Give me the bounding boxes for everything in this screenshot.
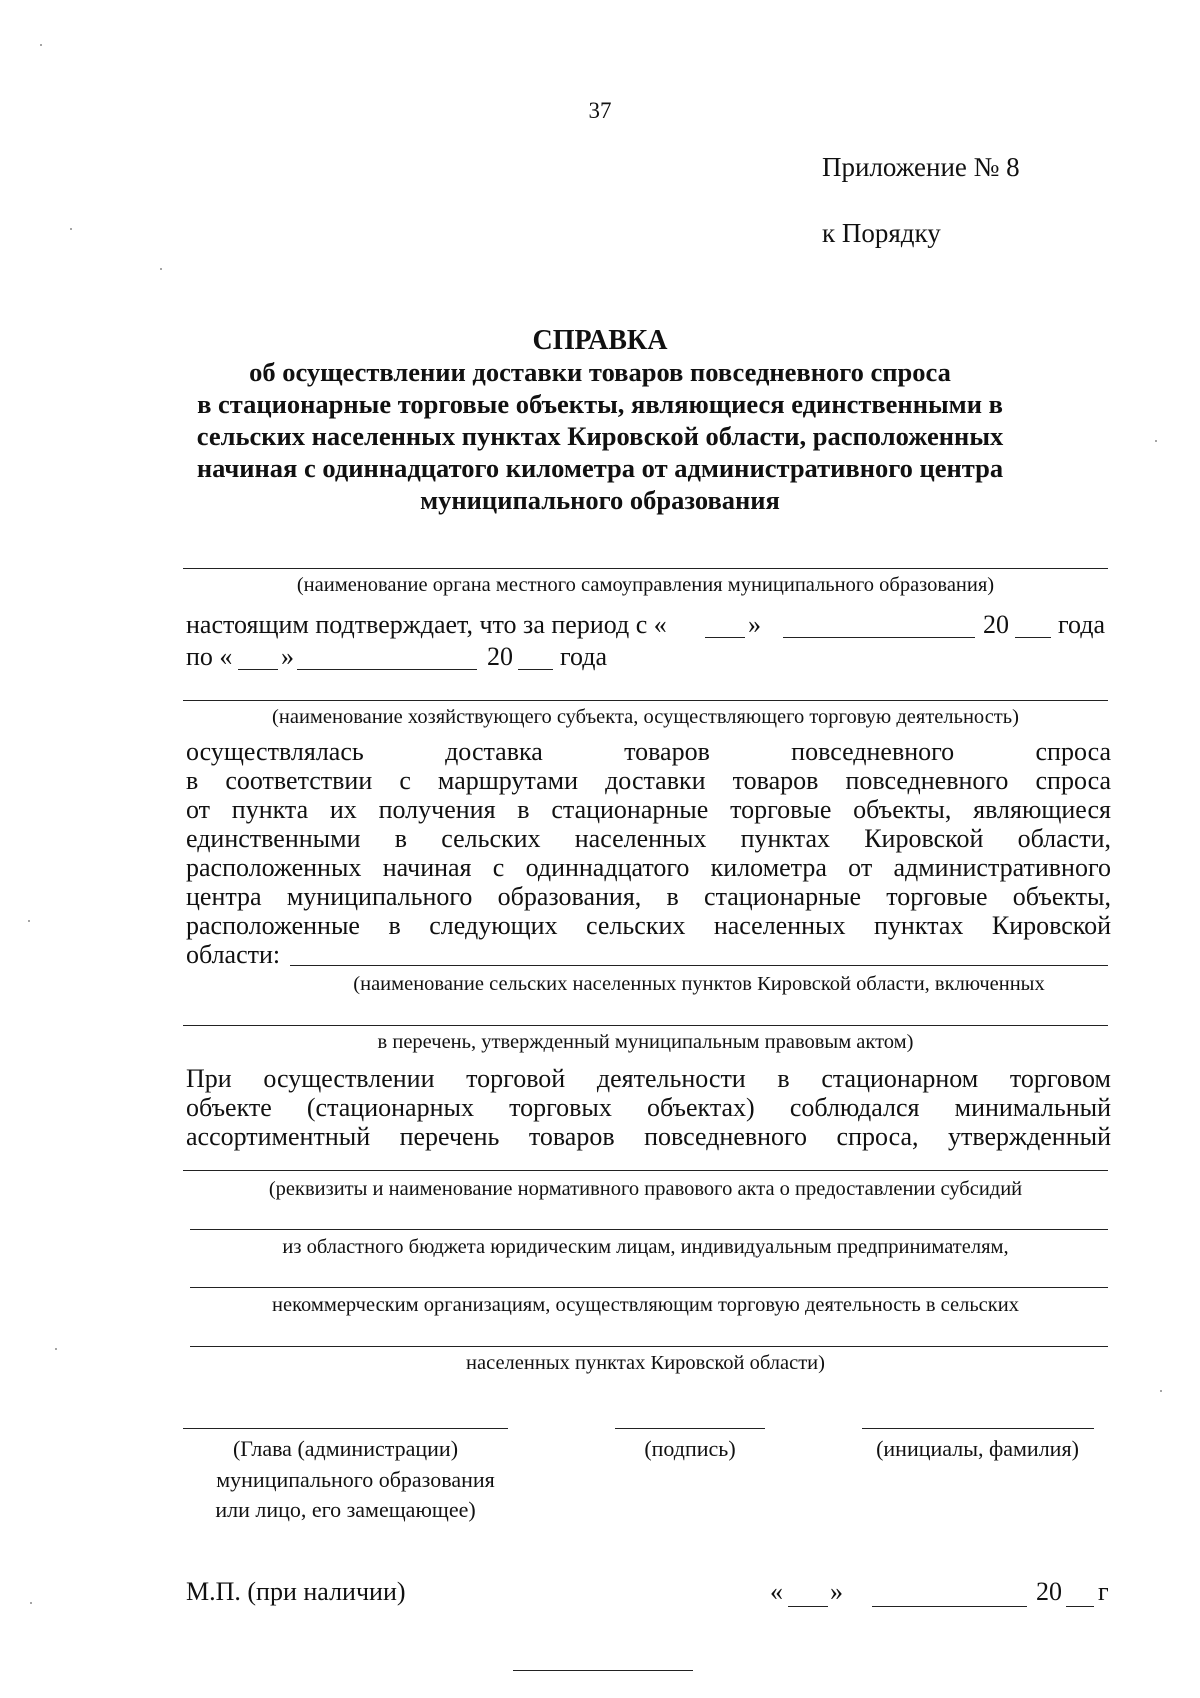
scan-speck <box>160 268 162 270</box>
act-caption-4: населенных пунктах Кировской области) <box>466 1352 825 1374</box>
paragraph-1-line-6: центра муниципального образования, в стационарные торговые объекты, <box>186 882 1111 911</box>
title-line-3: сельских населенных пунктах Кировской области, расположенных <box>196 421 1004 451</box>
date-year-line <box>1066 1606 1094 1607</box>
scan-speck <box>40 44 42 46</box>
period-end-twenty: 20 <box>487 642 513 671</box>
act-caption-1: (реквизиты и наименование нормативного правового акта о предоставлении субсидий <box>268 1178 1023 1200</box>
paragraph-2-line-2: объекте (стационарных торговых объектах) соблюдался минимальный <box>186 1093 1111 1122</box>
scan-speck <box>1155 440 1157 442</box>
period-end-year-word: года <box>560 642 608 671</box>
date-open-quote: « <box>770 1577 783 1606</box>
period-start-month-line <box>783 637 975 638</box>
settlements-caption-1: (наименование сельских населенных пунктов Кировской области, включенных <box>353 973 1045 995</box>
period-end-month-line <box>297 669 477 670</box>
date-close-quote: » <box>830 1577 843 1606</box>
period-end-year-line <box>518 669 553 670</box>
act-line-2 <box>190 1229 1108 1230</box>
head-caption-line-1: (Глава (администрации) <box>232 1436 459 1461</box>
period-end-day-line <box>238 669 278 670</box>
scan-speck <box>55 1348 57 1350</box>
bottom-separator-line <box>513 1670 693 1671</box>
signature-caption: (подпись) <box>644 1436 736 1461</box>
period-by-text: по « <box>186 642 233 671</box>
paragraph-2-line-1: При осуществлении торговой деятельности в стационарном торговом <box>186 1064 1111 1093</box>
settlements-line-1 <box>290 965 1108 966</box>
name-line <box>862 1428 1094 1429</box>
act-line-3 <box>190 1287 1108 1288</box>
settlements-line-2 <box>183 1025 1108 1026</box>
date-day-line <box>788 1606 828 1607</box>
period-start-twenty: 20 <box>983 610 1009 639</box>
act-caption-3: некоммерческим организациям, осуществляющим торговую деятельность в сельских <box>272 1294 1019 1316</box>
act-line-4 <box>190 1346 1108 1347</box>
act-line-1 <box>183 1170 1108 1171</box>
period-start-year-word: года <box>1058 610 1106 639</box>
date-year-abbrev: г <box>1098 1577 1109 1606</box>
organ-name-line <box>183 568 1108 569</box>
settlements-caption-2: в перечень, утвержденный муниципальным правовым актом) <box>377 1031 914 1053</box>
title-line-4: начиная с одиннадцатого километра от административного центра <box>196 453 1004 483</box>
paragraph-2-line-3: ассортиментный перечень товаров повседневного спроса, утвержденный <box>186 1122 1111 1151</box>
date-month-line <box>872 1606 1027 1607</box>
paragraph-1-line-7: расположенные в следующих сельских населенных пунктах Кировской <box>186 911 1111 940</box>
scan-speck <box>1160 1390 1162 1392</box>
appendix-reference: к Порядку <box>822 218 941 248</box>
head-caption-line-2: муниципального образования <box>216 1467 495 1492</box>
title-line-2: в стационарные торговые объекты, являющиеся единственными в <box>197 389 1003 419</box>
head-signature-line <box>183 1428 508 1429</box>
paragraph-1-line-3: от пункта их получения в стационарные торговые объекты, являющиеся <box>186 795 1111 824</box>
subject-name-caption: (наименование хозяйствующего субъекта, осуществляющего торговую деятельность) <box>272 706 1019 728</box>
name-caption: (инициалы, фамилия) <box>876 1436 1079 1461</box>
paragraph-1-line-5: расположенных начиная с одиннадцатого километра от административного <box>186 853 1111 882</box>
paragraph-1-line-1: осуществлялась доставка товаров повседневного спроса <box>186 737 1111 766</box>
date-twenty: 20 <box>1036 1577 1062 1606</box>
subject-name-line <box>183 700 1108 701</box>
organ-name-caption: (наименование органа местного самоуправления муниципального образования) <box>296 574 995 596</box>
scan-speck <box>30 1602 32 1604</box>
scan-speck <box>70 228 72 230</box>
title-line-1: об осуществлении доставки товаров повседневного спроса <box>249 357 951 387</box>
document-title: СПРАВКА <box>532 325 668 356</box>
paragraph-1-line-8: области: <box>186 940 281 969</box>
period-start-day-line <box>705 637 745 638</box>
signature-line <box>615 1428 765 1429</box>
period-start-year-line <box>1015 637 1051 638</box>
paragraph-1-line-4: единственными в сельских населенных пунктах Кировской области, <box>186 824 1111 853</box>
period-end-close-quote: » <box>281 642 294 671</box>
title-line-5: муниципального образования <box>420 485 780 515</box>
paragraph-1-line-2: в соответствии с маршрутами доставки товаров повседневного спроса <box>186 766 1111 795</box>
seal-place-label: М.П. (при наличии) <box>186 1577 406 1606</box>
period-confirm-text: настоящим подтверждает, что за период с « <box>186 610 667 639</box>
head-caption-line-3: или лицо, его замещающее) <box>215 1497 476 1522</box>
scan-speck <box>28 920 30 922</box>
act-caption-2: из областного бюджета юридическим лицам, индивидуальным предпринимателям, <box>282 1236 1009 1258</box>
period-start-close-quote: » <box>748 610 761 639</box>
appendix-number: Приложение № 8 <box>822 152 1020 182</box>
page-number: 37 <box>588 98 612 123</box>
